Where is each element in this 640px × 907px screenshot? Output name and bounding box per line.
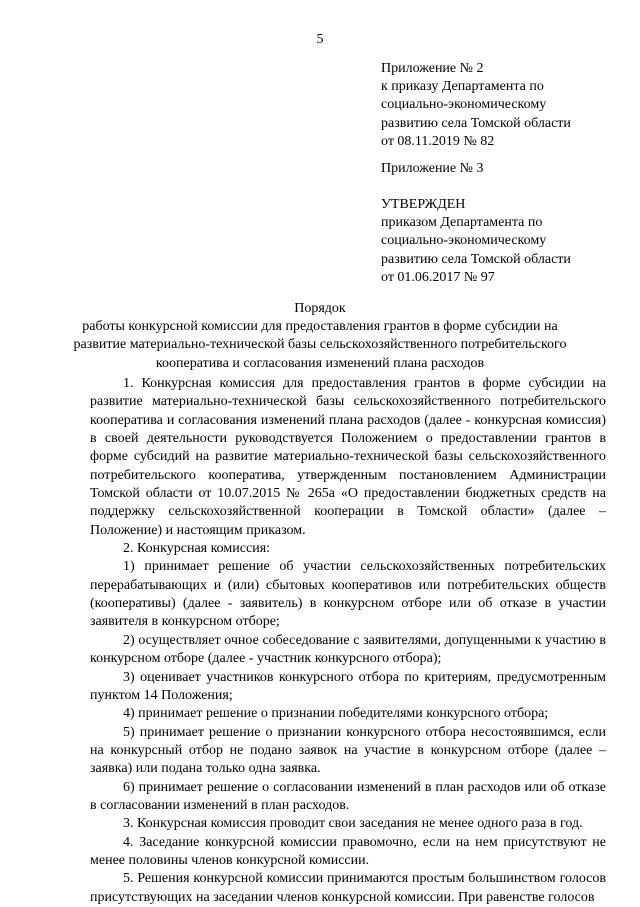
document-subtitle-line: работы конкурсной комиссии для предоставления грантов в форме субсидии на: [82, 319, 558, 335]
paragraph: 4) принимает решение о признании победителями конкурсного отбора;: [123, 706, 549, 722]
paragraph: 5) принимает решение о признании конкурсного отбора несостоявшимся, если на конкурсный отбор не подано заявок на участие в конкурсном отборе (далее – заявка) или подана только одна заявка.: [90, 724, 606, 777]
paragraph: 2. Конкурсная комиссия:: [123, 541, 271, 557]
annex-2-line: к приказу Департамента по: [381, 79, 544, 95]
annex-3-title: Приложение № 3: [381, 161, 484, 176]
paragraph: 4. Заседание конкурсной комиссии правомочно, если на нем присутствуют не менее половины членов конкурсной комиссии.: [90, 834, 606, 868]
annex-2-line: социально-экономическому: [381, 97, 547, 113]
annex-3-block: [381, 160, 626, 178]
paragraph: 5. Решения конкурсной комиссии принимаются простым большинством голосов присутствующих на заседании членов конкурсной комиссии. При равенстве голосов: [90, 871, 606, 905]
document-heading: [0, 300, 640, 373]
approval-title: УТВЕРЖДЕН: [381, 197, 466, 212]
paragraph: 3) оценивает участников конкурсного отбора по критериям, предусмотренным пунктом 14 Положения;: [90, 669, 606, 703]
approval-date: от 01.06.2017 № 97: [381, 269, 495, 285]
annex-2-date: от 08.11.2019 № 82: [381, 133, 495, 149]
document-subtitle-line: кооператива и согласования изменений плана расходов: [155, 355, 485, 371]
approval-line: приказом Департамента по: [381, 215, 543, 231]
paragraph: 2) осуществляет очное собеседование с заявителями, допущенными к участию в конкурсном отборе (далее - участник конкурсного отбора);: [90, 632, 606, 667]
annex-2-line: развитию села Томской области: [381, 115, 571, 131]
document-title: Порядок: [294, 301, 346, 316]
paragraph: 1) принимает решение об участии сельскохозяйственных потребительских перерабатывающих и (или) сбытовых кооперативов или потребительских обществ (кооперативы) (далее - заявитель) в конкурсном отборе или об отказе в участии заявителя в конкурсном отборе;: [90, 559, 606, 630]
approval-line: социально-экономическому: [381, 233, 547, 249]
paragraph: 1. Конкурсная комиссия для предоставления грантов в форме субсидии на развитие материально-технической базы сельскохозяйственного потребительского кооператива и согласования изменений плана расходов (далее - конкурсная комиссия) в своей деятельности руководствуется Положением о предоставлении грантов в форме субсидий на развитие материально-технической базы сельскохозяйственного потребительского кооператива, утвержденным постановлением Администрации Томской области от 10.07.2015 № 265а «О предоставлении бюджетных средств на поддержку сельскохозяйственной кооперации в Томской области» (далее – Положение) и настоящим приказом.: [90, 376, 606, 538]
approval-block: [381, 196, 626, 287]
paragraph: 6) принимает решение о согласовании изменений в план расходов или об отказе в согласовании изменений в план расходов.: [90, 779, 606, 813]
annex-2-title: Приложение № 2: [381, 61, 484, 76]
document-subtitle-line: развитие материально-технической базы сельскохозяйственного потребительского: [73, 337, 567, 353]
approval-line: развитию села Томской области: [381, 251, 571, 267]
paragraph: 3. Конкурсная комиссия проводит свои заседания не менее одного раза в год.: [123, 816, 583, 832]
document-body: [90, 375, 606, 907]
annex-2-block: [381, 60, 626, 151]
page-number: 5: [316, 32, 324, 47]
